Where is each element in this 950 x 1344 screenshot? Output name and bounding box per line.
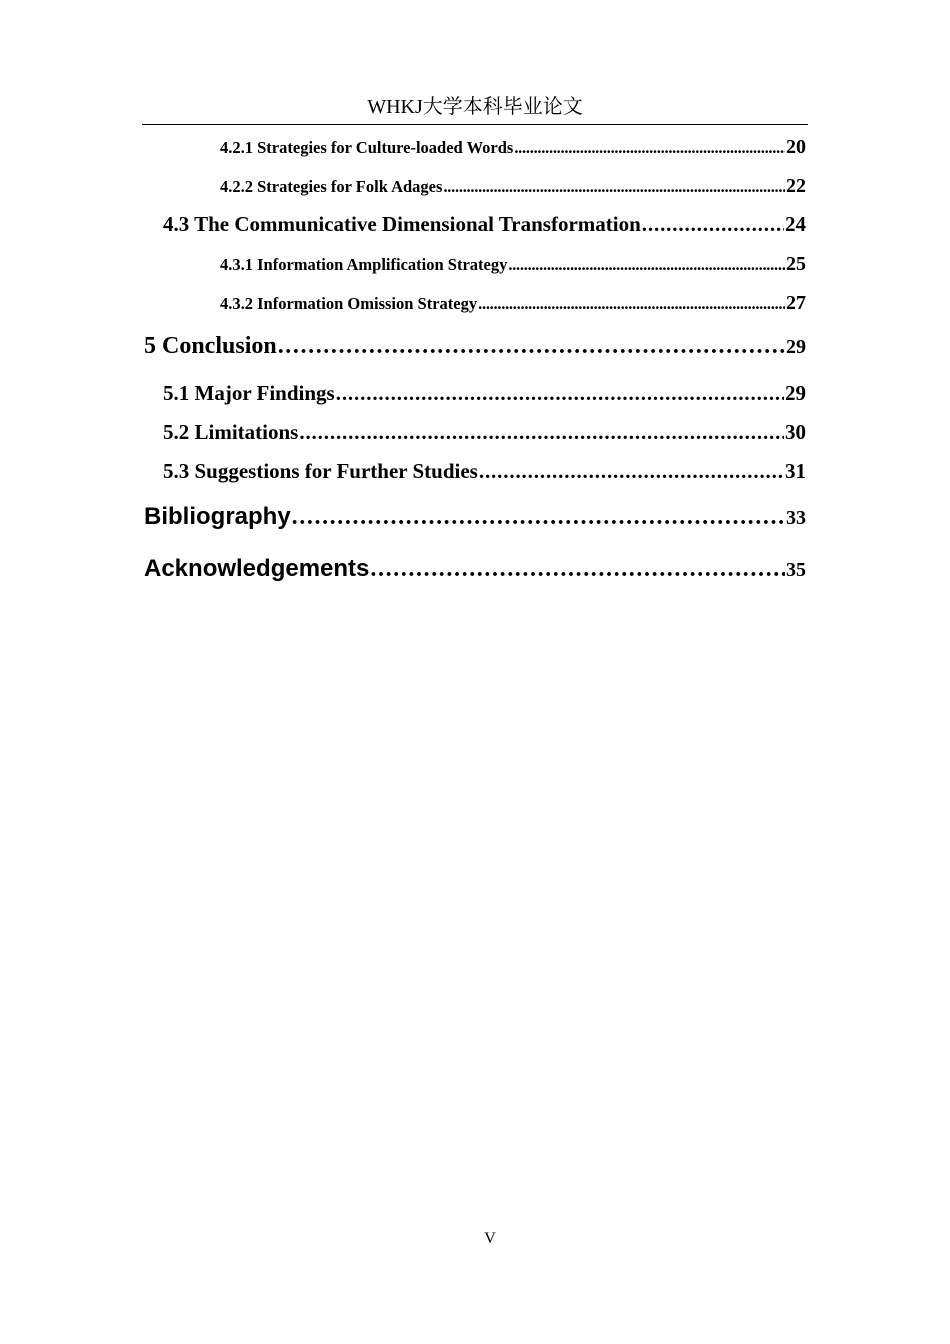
toc-dot-leader [514,138,785,158]
toc-page-number: 27 [786,292,806,314]
toc-entry-title: 5.2 Limitations [163,420,299,444]
toc-page-number: 29 [785,381,806,405]
toc-entry-title: 4.3.1 Information Amplification Strategy [220,255,508,274]
toc-entry-4-3-2[interactable] [220,292,806,315]
toc-entry-4-2-2[interactable] [220,175,806,198]
toc-entry-bibliography[interactable] [144,503,806,531]
toc-dot-leader [299,420,784,445]
toc-page-number: 25 [786,253,806,275]
toc-entry-title: 5 Conclusion [144,333,277,359]
toc-entry-title: 4.3.2 Information Omission Strategy [220,294,478,313]
header-divider [142,124,808,125]
toc-dot-leader [370,556,785,583]
toc-entry-title: 5.1 Major Findings [163,381,335,405]
toc-dot-leader [478,294,785,314]
toc-entry-title: 5.3 Suggestions for Further Studies [163,459,478,483]
toc-page-number: 30 [785,420,806,444]
toc-dot-leader [336,381,784,406]
toc-entry-title: Bibliography [144,503,291,530]
toc-page-number: 33 [786,507,806,529]
toc-entry-4-3[interactable] [163,212,806,237]
toc-page-number: 35 [786,559,806,581]
toc-page-number: 20 [786,136,806,158]
toc-entry-title: Acknowledgements [144,555,370,582]
toc-page-number: 22 [786,175,806,197]
toc-entry-5-2[interactable] [163,420,806,445]
toc-dot-leader [443,177,785,197]
toc-page-number: 24 [785,212,806,236]
toc-entry-5-1[interactable] [163,381,806,406]
toc-entry-title: 4.2.1 Strategies for Culture-loaded Words [220,138,514,157]
toc-entry-title: 4.2.2 Strategies for Folk Adages [220,177,443,196]
toc-entry-4-3-1[interactable] [220,253,806,276]
footer-page-number: V [484,1230,496,1247]
header-title: WHKJ大学本科毕业论文 [367,96,583,118]
toc-entry-4-2-1[interactable] [220,136,806,159]
toc-dot-leader [642,212,784,237]
page-header [142,94,808,124]
toc-entry-5[interactable] [144,333,806,360]
toc-dot-leader [479,459,784,484]
toc-entry-acknowledgements[interactable] [144,555,806,583]
toc-entry-5-3[interactable] [163,459,806,484]
toc-dot-leader [508,255,785,275]
toc-entry-title: 4.3 The Communicative Dimensional Transformation [163,212,641,236]
page-footer [0,1230,950,1248]
toc-page-number: 31 [785,459,806,483]
toc-dot-leader [278,333,785,360]
toc-dot-leader [292,504,785,531]
toc-page-number: 29 [786,336,806,358]
